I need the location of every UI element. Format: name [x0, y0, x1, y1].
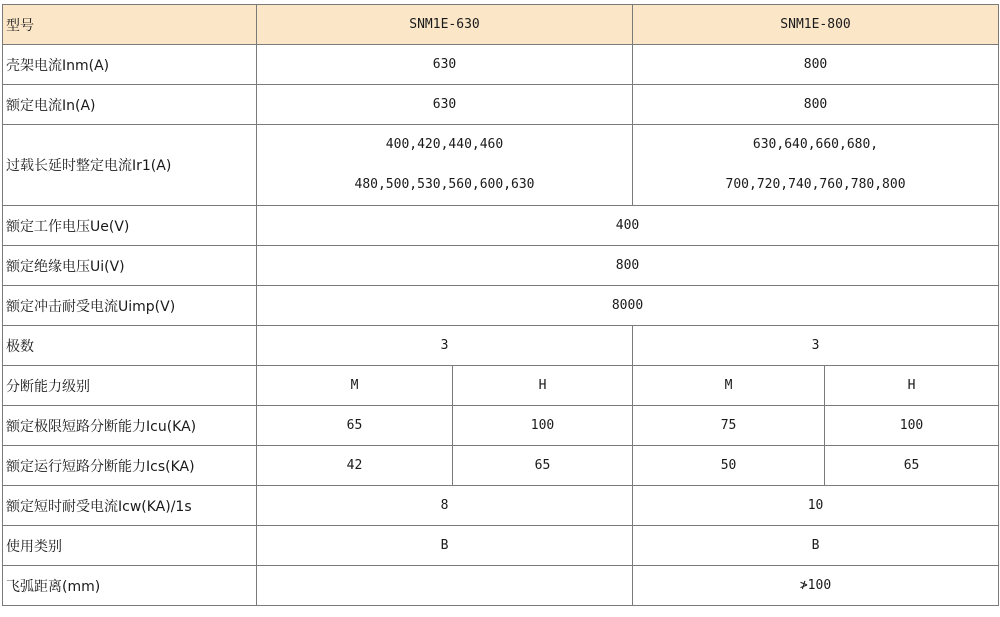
cell-630: 3	[257, 326, 633, 366]
row-rated-current	[3, 85, 999, 125]
row-category	[3, 526, 999, 566]
cell-800-h: 100	[825, 406, 999, 446]
value-line: 630,640,660,680,	[752, 137, 879, 152]
row-label: 壳架电流Inm(A)	[3, 45, 257, 85]
cell-800-h: 65	[825, 446, 999, 486]
header-row	[3, 5, 999, 45]
value-line: 480,500,530,560,600,630	[354, 177, 535, 192]
cell-630-h: H	[453, 366, 633, 406]
spec-table	[2, 4, 999, 606]
row-poles	[3, 326, 999, 366]
cell-630-m: 65	[257, 406, 453, 446]
cell-800: 10	[633, 486, 999, 526]
row-label: 使用类别	[3, 526, 257, 566]
row-label: 额定工作电压Ue(V)	[3, 206, 257, 246]
row-label: 额定电流In(A)	[3, 85, 257, 125]
cell-630-h: 65	[453, 446, 633, 486]
cell-value: 8000	[257, 286, 999, 326]
row-label: 额定极限短路分断能力Icu(KA)	[3, 406, 257, 446]
cell-630: B	[257, 526, 633, 566]
cell-800: 800	[633, 85, 999, 125]
cell-value: 800	[257, 246, 999, 286]
cell-630	[257, 566, 633, 606]
cell-800: 3	[633, 326, 999, 366]
cell-630-m: M	[257, 366, 453, 406]
value-line: 400,420,440,460	[385, 137, 504, 152]
cell-800-m: M	[633, 366, 825, 406]
value-line: 700,720,740,760,780,800	[725, 177, 906, 192]
row-label: 额定冲击耐受电流Uimp(V)	[3, 286, 257, 326]
cell-630	[257, 125, 633, 206]
cell-800-h: H	[825, 366, 999, 406]
row-arc-distance	[3, 566, 999, 606]
row-label: 分断能力级别	[3, 366, 257, 406]
cell-630: 630	[257, 45, 633, 85]
model-630-header: SNM1E-630	[257, 5, 633, 45]
model-800-header: SNM1E-800	[633, 5, 999, 45]
row-impulse-voltage	[3, 286, 999, 326]
cell-800	[633, 125, 999, 206]
row-ics	[3, 446, 999, 486]
cell-800-m: 50	[633, 446, 825, 486]
row-insulation-voltage	[3, 246, 999, 286]
row-label: 额定运行短路分断能力Ics(KA)	[3, 446, 257, 486]
row-label: 额定绝缘电压Ui(V)	[3, 246, 257, 286]
cell-630: 630	[257, 85, 633, 125]
cell-800: ≯100	[633, 566, 999, 606]
cell-630-h: 100	[453, 406, 633, 446]
row-label: 额定短时耐受电流Icw(KA)/1s	[3, 486, 257, 526]
cell-630-m: 42	[257, 446, 453, 486]
row-label: 飞弧距离(mm)	[3, 566, 257, 606]
row-label: 过载长延时整定电流Ir1(A)	[3, 125, 257, 206]
row-overload	[3, 125, 999, 206]
cell-800: B	[633, 526, 999, 566]
row-frame-current	[3, 45, 999, 85]
cell-800: 800	[633, 45, 999, 85]
row-label: 极数	[3, 326, 257, 366]
row-icw	[3, 486, 999, 526]
cell-value: 400	[257, 206, 999, 246]
cell-630: 8	[257, 486, 633, 526]
row-icu	[3, 406, 999, 446]
header-label: 型号	[3, 5, 257, 45]
row-working-voltage	[3, 206, 999, 246]
row-breaking-level	[3, 366, 999, 406]
cell-800-m: 75	[633, 406, 825, 446]
